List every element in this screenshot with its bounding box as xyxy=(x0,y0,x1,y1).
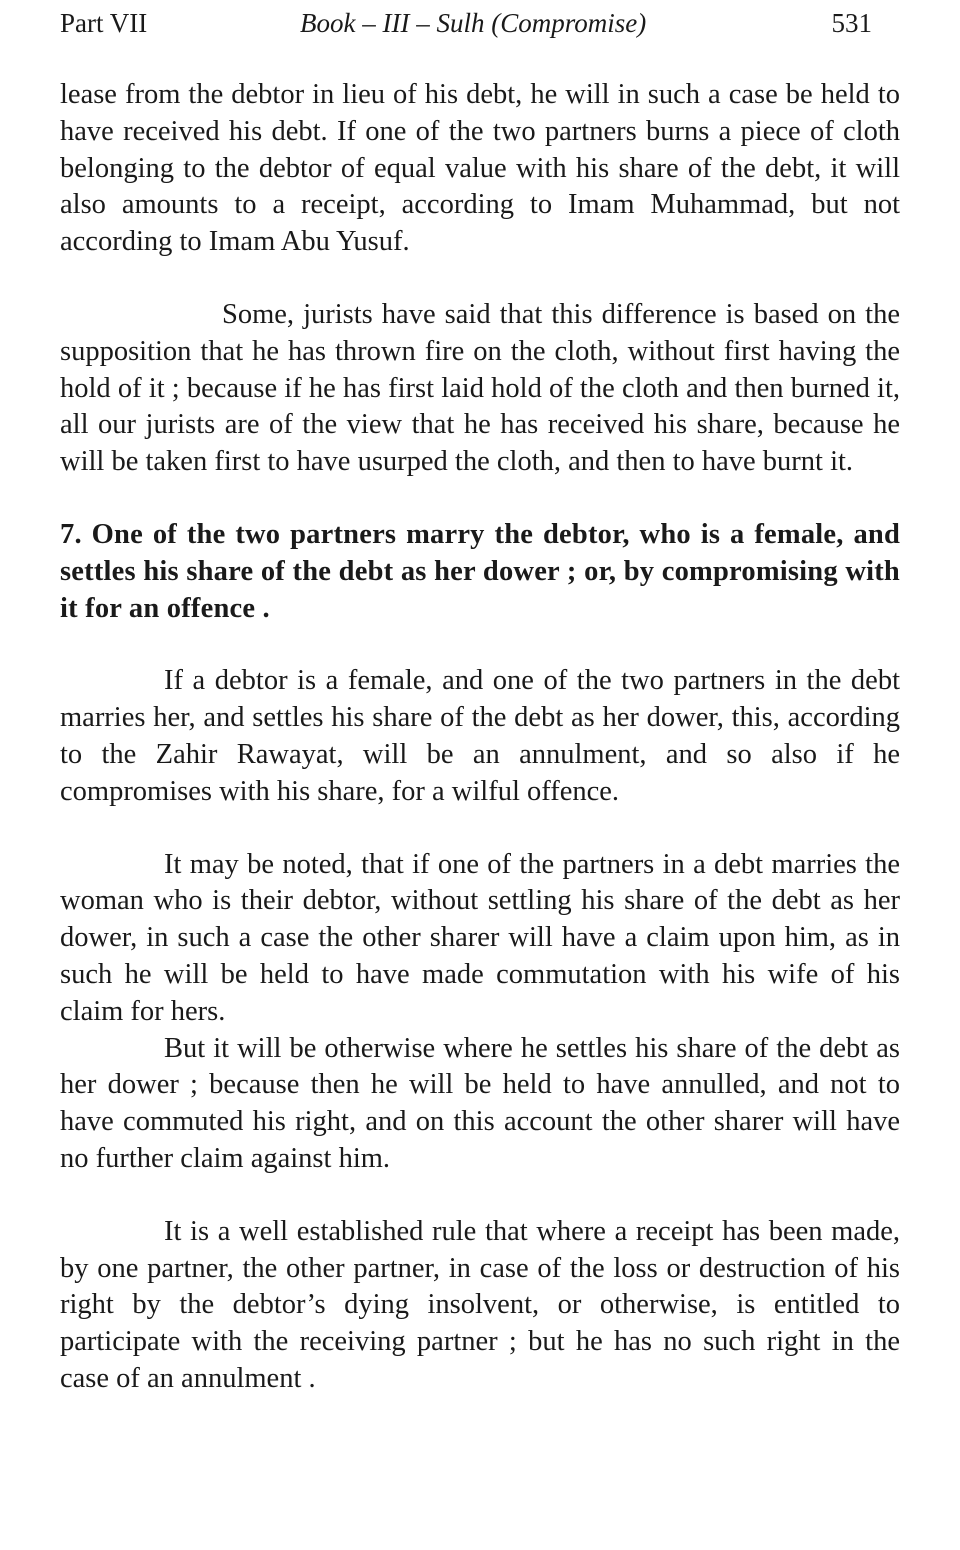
page-number: 531 xyxy=(831,8,872,38)
paragraph-noted: It may be noted, that if one of the partners in a debt marries the woman who is their debtor, without settling his share of the debt as her dower, in such a case the other sharer will have a claim upon him, as in such he will be held to have made commutation with his wife of his claim for hers. xyxy=(60,848,900,1027)
body-text xyxy=(60,77,900,1398)
book-page xyxy=(60,0,900,1398)
running-header xyxy=(60,0,900,46)
paragraph-continued: lease from the debtor in lieu of his debt, he will in such a case be held to have received his debt. If one of the two partners burns a piece of cloth belonging to the debtor of equal value with his share of the debt, it will also amounts to a receipt, according to Imam Muhammad, but not according to Imam Abu Yusuf. xyxy=(60,79,900,258)
paragraph-jurists: Some, jurists have said that this difference is based on the supposition that he has thrown fire on the cloth, without first having the hold of it ; because if he has first laid hold of the cloth and then burned it, all our jurists are of the view that he has received his share, because he will be taken first to have usurped the cloth, and then to have burnt it. xyxy=(60,298,900,478)
paragraph-otherwise: But it will be otherwise where he settles his share of the debt as her dower ; because then he will be held to have annulled, and not to have commuted his right, and on this account the other sharer will have no further claim against him. xyxy=(60,1032,900,1174)
paragraph-female-debtor: If a debtor is a female, and one of the two partners in the debt marries her, and settles his share of the debt as her dower, this, according to the Zahir Rawayat, will be an annulment, and so also if he compromises with his share, for a wilful offence. xyxy=(60,665,900,807)
book-title: Book – III – Sulh (Compromise) xyxy=(300,8,647,38)
paragraph-established-rule: It is a well established rule that where a receipt has been made, by one partner, the other partner, in case of the loss or destruction of his right by the debtor’s dying insolvent, or otherwise, is entitled to participate with the receiving partner ; but he has no such right in the case of an annulment . xyxy=(60,1215,900,1394)
part-label: Part VII xyxy=(60,8,148,38)
section-heading-7: 7. One of the two partners marry the debtor, who is a female, and settles his share of the debt as her dower ; or, by compromising with it for an offence . xyxy=(60,518,900,624)
